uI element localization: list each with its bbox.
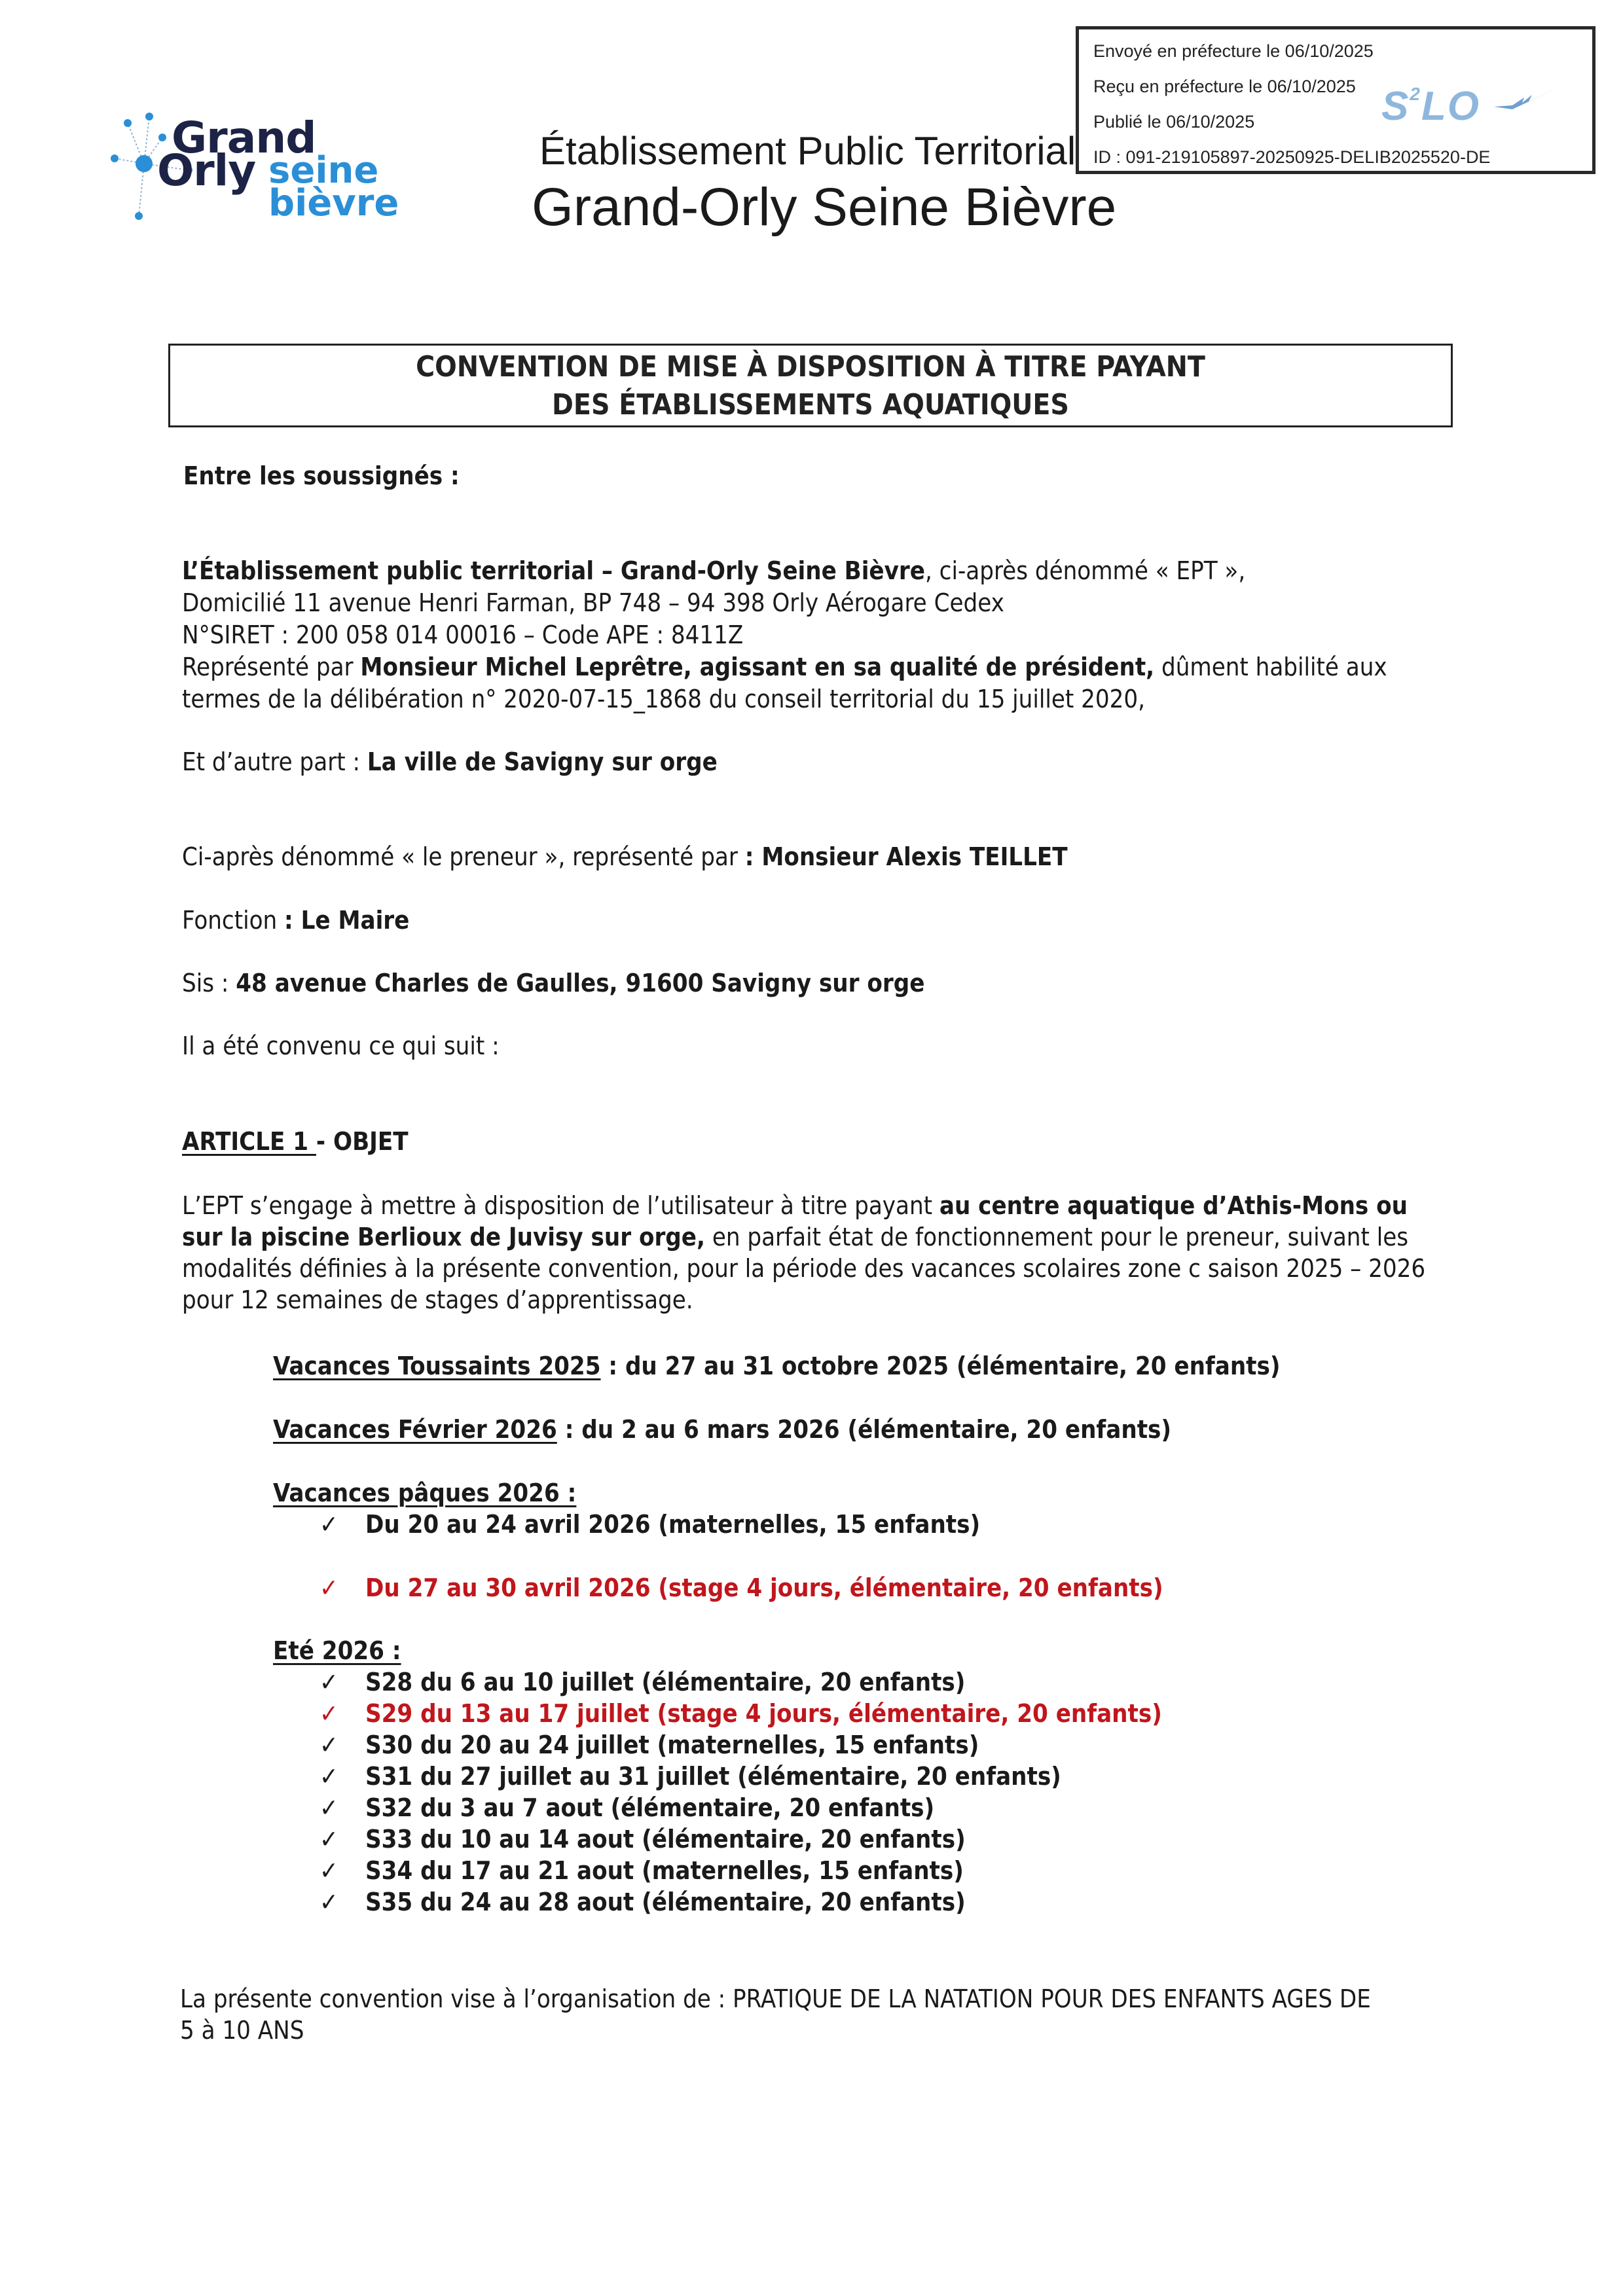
paques-label: Vacances pâques 2026 : — [273, 1479, 577, 1507]
ete-item — [319, 1855, 964, 1886]
logo-bievre: bièvre — [268, 182, 399, 224]
period-fevrier — [273, 1414, 1171, 1445]
taker-line — [182, 841, 1068, 872]
ept-address: Domicilié 11 avenue Henri Farman, BP 748 – 94 398 Orly Aérogare Cedex — [182, 588, 1004, 617]
period-toussaint — [273, 1350, 1281, 1382]
para-l1-b: au centre aquatique d’Athis-Mons ou — [939, 1191, 1408, 1220]
address-prefix: Sis : — [182, 969, 236, 997]
s2low-s: S — [1381, 84, 1410, 129]
article1-para-l2 — [182, 1221, 1408, 1253]
other-party-prefix: Et d’autre part : — [182, 747, 367, 776]
rep-prefix: Représenté par — [182, 653, 361, 681]
fevrier-label: Vacances Février 2026 — [273, 1415, 557, 1444]
check-icon: ✓ — [319, 1573, 338, 1602]
ete-item-text: S29 du 13 au 17 juillet (stage 4 jours, élémentaire, 20 enfants) — [365, 1699, 1162, 1728]
ept-representative — [182, 651, 1387, 683]
check-icon: ✓ — [319, 1731, 338, 1759]
ete-item — [319, 1886, 966, 1918]
ete-item-text: S31 du 27 juillet au 31 juillet (élémentaire, 20 enfants) — [365, 1762, 1061, 1791]
function-prefix: Fonction — [182, 906, 285, 935]
logo-seine: seine — [268, 149, 379, 192]
taker-name: : Monsieur Alexis TEILLET — [744, 842, 1068, 871]
intro-soussignes: Entre les soussignés : — [183, 461, 460, 490]
ete-item — [319, 1823, 966, 1855]
paques-item-text: Du 20 au 24 avril 2026 (maternelles, 15 enfants) — [365, 1510, 981, 1539]
ete-item — [319, 1729, 979, 1761]
paques-item-highlight — [319, 1572, 1163, 1604]
purpose-line2: 5 à 10 ANS — [180, 2016, 304, 2045]
article1-number: ARTICLE 1 — [182, 1127, 316, 1156]
ete-item-text: S34 du 17 au 21 aout (maternelles, 15 enfants) — [365, 1856, 964, 1885]
document-title-box — [168, 344, 1453, 427]
s2low-logo — [1381, 83, 1558, 130]
toussaint-value: : du 27 au 31 octobre 2025 (élémentaire, 20 enfants) — [600, 1352, 1281, 1380]
logo-grand: Grand — [172, 113, 316, 163]
s2low-sup: 2 — [1410, 84, 1421, 104]
para-l2-b: en parfait état de fonctionnement pour le preneur, suivant les — [704, 1223, 1409, 1251]
ete-label: Eté 2026 : — [273, 1636, 401, 1665]
stamp-published: Publié le 06/10/2025 — [1093, 112, 1255, 132]
ept-siret: N°SIRET : 200 058 014 00016 – Code APE : 8411Z — [182, 620, 744, 649]
article1-para-l3: modalités définies à la présente convention, pour la période des vacances scolaires zone c saison 2025 – 2026 — [182, 1254, 1426, 1283]
toussaint-label: Vacances Toussaints 2025 — [273, 1352, 601, 1380]
ept-deliberation: termes de la délibération n° 2020-07-15_1868 du conseil territorial du 15 juillet 2020, — [182, 685, 1145, 713]
fevrier-value: : du 2 au 6 mars 2026 (élémentaire, 20 enfants) — [556, 1415, 1172, 1444]
article1-para-l4: pour 12 semaines de stages d’apprentissage. — [182, 1285, 693, 1314]
s2low-wing-icon — [1493, 87, 1558, 113]
header-line2: Grand-Orly Seine Bièvre — [532, 177, 1117, 237]
article1-title: - OBJET — [316, 1127, 409, 1156]
ete-item — [319, 1761, 1061, 1792]
ete-item-text: S33 du 10 au 14 aout (élémentaire, 20 enfants) — [365, 1825, 966, 1854]
para-l2-a: sur la piscine Berlioux de Juvisy sur orge, — [182, 1223, 705, 1251]
function-value: : Le Maire — [284, 906, 410, 935]
check-icon: ✓ — [319, 1793, 338, 1822]
ete-item-highlight — [319, 1698, 1162, 1729]
check-icon: ✓ — [319, 1668, 338, 1696]
ete-item-text: S28 du 6 au 10 juillet (élémentaire, 20 enfants) — [365, 1668, 966, 1696]
check-icon: ✓ — [319, 1888, 338, 1916]
header-line1: Établissement Public Territorial — [539, 129, 1076, 173]
logo-orly: Orly — [157, 145, 256, 196]
check-icon: ✓ — [319, 1825, 338, 1854]
other-party-name: La ville de Savigny sur orge — [367, 747, 718, 776]
other-party — [182, 746, 718, 778]
function-line — [182, 905, 409, 936]
paques-item — [319, 1509, 980, 1540]
taker-prefix: Ci-après dénommé « le preneur », représenté par — [182, 842, 745, 871]
purpose-line1: La présente convention vise à l’organisation de : PRATIQUE DE LA NATATION POUR DES ENFANTS AGES DE — [180, 1984, 1371, 2013]
ept-name-line — [182, 555, 1245, 586]
ete-item — [319, 1792, 934, 1823]
ete-item-text: S35 du 24 au 28 aout (élémentaire, 20 enfants) — [365, 1888, 966, 1916]
para-l1-a: L’EPT s’engage à mettre à disposition de l’utilisateur à titre payant — [182, 1191, 939, 1220]
rep-name: Monsieur Michel Leprêtre, agissant en sa qualité de président, — [360, 653, 1155, 681]
stamp-sent: Envoyé en préfecture le 06/10/2025 — [1093, 41, 1374, 61]
address-line — [182, 967, 924, 999]
s2low-lo: LO — [1421, 84, 1481, 129]
ept-alias: , ci-après dénommé « EPT », — [924, 556, 1246, 585]
ete-item — [319, 1666, 965, 1698]
title-line1: CONVENTION DE MISE À DISPOSITION À TITRE PAYANT — [416, 350, 1205, 384]
ete-item-text: S32 du 3 au 7 aout (élémentaire, 20 enfants) — [365, 1793, 935, 1822]
prefecture-stamp — [1076, 26, 1596, 174]
stamp-received: Reçu en préfecture le 06/10/2025 — [1093, 77, 1356, 96]
stamp-id: ID : 091-219105897-20250925-DELIB2025520-DE — [1093, 147, 1491, 167]
article1-heading — [182, 1126, 409, 1157]
check-icon: ✓ — [319, 1762, 338, 1791]
check-icon: ✓ — [319, 1856, 338, 1885]
agreed-line: Il a été convenu ce qui suit : — [182, 1031, 500, 1060]
rep-rest: dûment habilité aux — [1154, 653, 1387, 681]
ept-name: L’Établissement public territorial – Grand-Orly Seine Bièvre — [182, 556, 925, 585]
paques-item-text: Du 27 au 30 avril 2026 (stage 4 jours, élémentaire, 20 enfants) — [365, 1573, 1163, 1602]
ete-item-text: S30 du 20 au 24 juillet (maternelles, 15 enfants) — [365, 1731, 979, 1759]
check-icon: ✓ — [319, 1699, 338, 1728]
article1-para-l1 — [182, 1190, 1408, 1221]
address-value: 48 avenue Charles de Gaulles, 91600 Savigny sur orge — [236, 969, 925, 997]
check-icon: ✓ — [319, 1510, 338, 1539]
title-line2: DES ÉTABLISSEMENTS AQUATIQUES — [552, 388, 1069, 422]
